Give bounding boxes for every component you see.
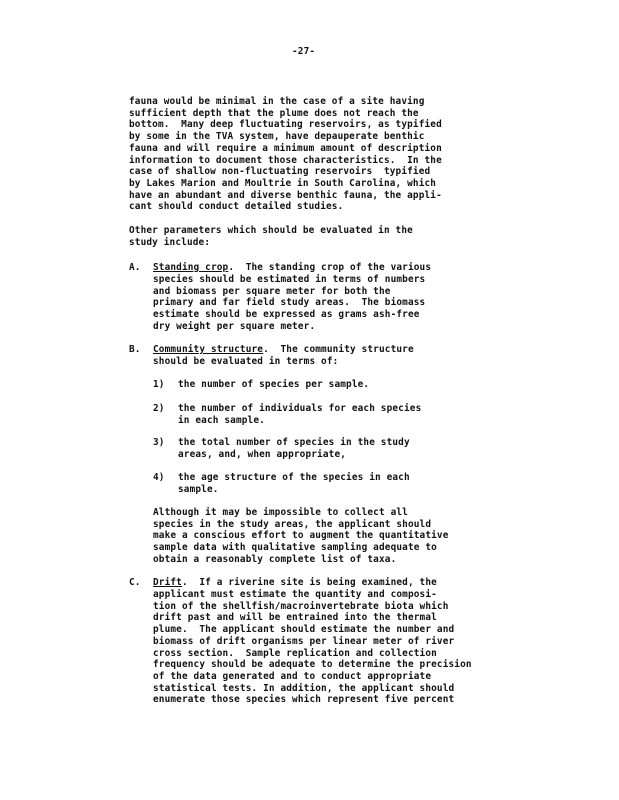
item-c-letter: C.: [129, 577, 141, 588]
subitem-4-num: 4): [153, 472, 165, 483]
subitem-3-text: the total number of species in the study areas, and, when appropriate,: [178, 437, 410, 460]
subitem-1-text: the number of species per sample.: [178, 379, 370, 390]
item-b-first-line-text: . The community structure: [263, 344, 414, 355]
item-c-body: applicant must estimate the quantity and composi- tion of the shellfish/macroinvertebrate biota which drift past and will be entrained into the thermal plume. The applicant should estimate the number and biomass of drift organisms per linear meter of river cross section. Sample replication and collection frequency should be adequate to determine the precision of the data generated and to conduct appropriate statistical tests. In addition, the applicant should enumerate those species which represent five percent: [153, 589, 472, 706]
subitem-2-text: the number of individuals for each species in each sample.: [178, 403, 422, 426]
item-b-body: should be evaluated in terms of:: [153, 356, 339, 367]
item-a-first-line: [153, 262, 431, 274]
item-a-heading: Standing crop: [153, 262, 229, 273]
intro-paragraph: fauna would be minimal in the case of a site having sufficient depth that the plume does not reach the bottom. Many deep fluctuating reservoirs, as typified by some in the TVA system, have depauperate benthic fauna and will require a minimum amount of description information to document those characteristics. In the case of shallow non-fluctuating reservoirs typified by Lakes Marion and Moultrie in South Carolina, which have an abundant and diverse benthic fauna, the appli- cant should conduct detailed studies.: [129, 96, 442, 213]
item-b-first-line: [153, 344, 414, 356]
item-a-body: species should be estimated in terms of numbers and biomass per square meter for both the primary and far field study areas. The biomass estimate should be expressed as grams ash-free dry weight per square meter.: [153, 274, 426, 332]
subitem-4-text: the age structure of the species in each sample.: [178, 472, 410, 495]
item-b-letter: B.: [129, 344, 141, 355]
item-b-heading: Community structure: [153, 344, 264, 355]
subitem-2-num: 2): [153, 403, 165, 414]
item-b-note: Although it may be impossible to collect all species in the study areas, the applicant should make a conscious effort to augment the quantitative sample data with qualitative sampling adequate to obtain a reasonably complete list of taxa.: [153, 507, 449, 565]
other-parameters-paragraph: Other parameters which should be evaluated in the study include:: [129, 225, 413, 248]
item-c-first-line: [153, 577, 437, 589]
item-a-first-line-text: . The standing crop of the various: [228, 262, 432, 273]
item-c-first-line-text: . If a riverine site is being examined, the: [181, 577, 437, 588]
item-c-heading: Drift: [153, 577, 182, 588]
page-number: -27-: [292, 46, 316, 57]
subitem-3-num: 3): [153, 437, 165, 448]
subitem-1-num: 1): [153, 379, 165, 390]
item-a-letter: A.: [129, 262, 141, 273]
